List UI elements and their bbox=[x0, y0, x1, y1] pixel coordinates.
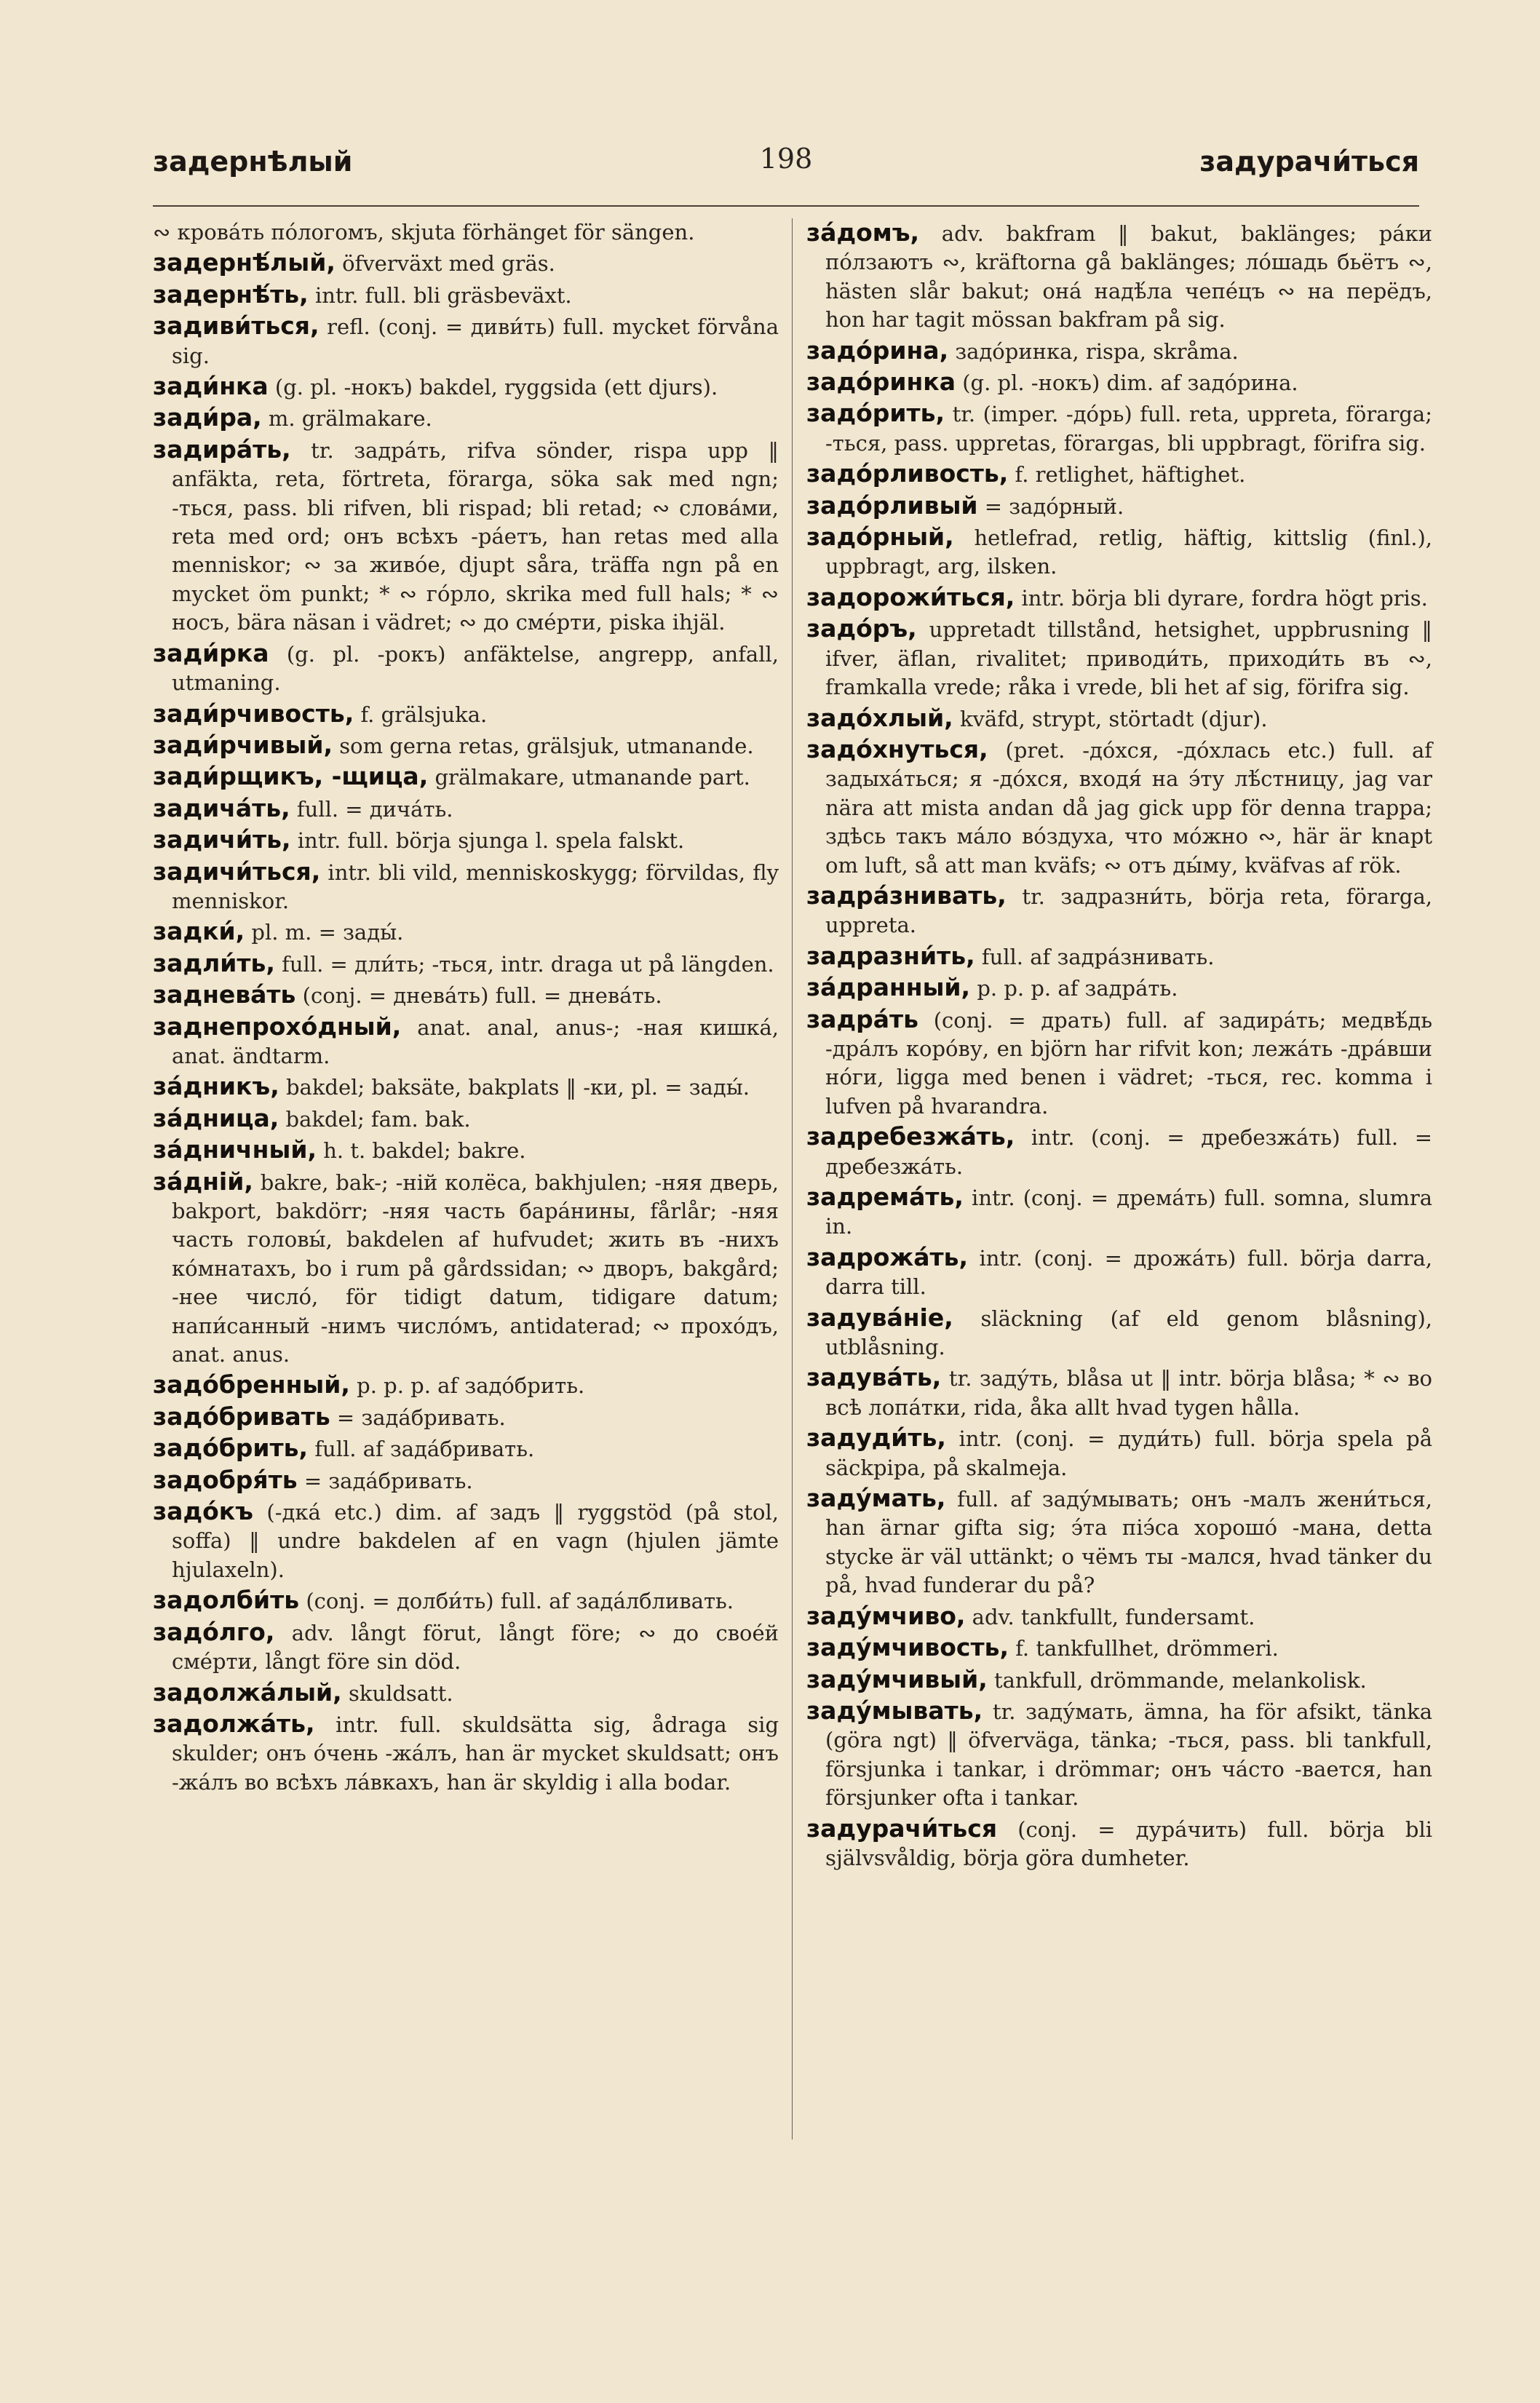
entry-definition: (conj. = драть) full. af задира́ть; медвѣ́дь -дра́лъ коро́ву, en björn har rifvit kon; лежа́ть -дра́вши но́ги, ligga med benen i vädret; -ться, rec. komma i lufven på hvarandra. bbox=[825, 1007, 1432, 1119]
entry-headword: задичи́ть, bbox=[153, 825, 291, 854]
entry-definition: intr. bli vild, menniskoskygg; förvildas, fly menniskor. bbox=[172, 859, 779, 913]
entry-definition: full. af зада́бривать. bbox=[314, 1437, 535, 1462]
entry-headword: задобря́ть bbox=[153, 1465, 298, 1494]
dictionary-entry bbox=[806, 583, 1432, 613]
dictionary-entry bbox=[153, 311, 779, 370]
dictionary-entry bbox=[153, 435, 779, 638]
entry-headword: задо́хнуться, bbox=[806, 734, 988, 763]
dictionary-entry bbox=[806, 1122, 1432, 1181]
entry-headword: задичи́ться, bbox=[153, 857, 321, 886]
dictionary-entry bbox=[806, 973, 1432, 1003]
entry-definition: (conj. = долби́ть) full. af зада́лбливать. bbox=[306, 1589, 734, 1614]
dictionary-entry bbox=[806, 1696, 1432, 1813]
right-column bbox=[806, 218, 1432, 1874]
entry-definition: anat. anal, anus-; -ная кишка́, anat. ändtarm. bbox=[172, 1014, 779, 1068]
dictionary-entry bbox=[153, 731, 779, 760]
dictionary-entry bbox=[153, 280, 779, 310]
entry-headword: задо́рливость, bbox=[806, 459, 1009, 488]
entry-definition: = зада́бривать. bbox=[336, 1405, 506, 1430]
dictionary-entry bbox=[153, 403, 779, 433]
dictionary-entry bbox=[153, 1497, 779, 1584]
entry-definition: intr. full. börja sjunga l. spela falskt. bbox=[297, 828, 685, 854]
entry-definition: tr. заду́мать, ämna, ha för afsikt, tänka (göra ngt) ‖ öfverväga, tänka; -ться, pass. bli tankfull, försjunka i tankar, i drömmar; онъ ча́сто -вается, han försjunker ofta i tankar. bbox=[825, 1699, 1433, 1811]
entry-definition: h. t. bakdel; bakre. bbox=[323, 1138, 526, 1164]
dictionary-entry bbox=[806, 459, 1432, 489]
dictionary-entry bbox=[806, 614, 1432, 702]
entry-headword: заднепрохо́дный, bbox=[153, 1012, 402, 1041]
entry-headword: задернѣ́лый, bbox=[153, 248, 336, 277]
entry-headword: задо́бренный, bbox=[153, 1370, 350, 1399]
entry-definition: adv. tankfullt, fundersamt. bbox=[972, 1604, 1255, 1629]
dictionary-entry bbox=[806, 1005, 1432, 1121]
dictionary-entry bbox=[153, 825, 779, 855]
dictionary-entry bbox=[806, 1243, 1432, 1302]
entry-definition: full. = дича́ть. bbox=[296, 796, 453, 822]
dictionary-entry bbox=[153, 762, 779, 792]
entry-definition: intr. (conj. = дребезжа́ть) full. = дребезжа́ть. bbox=[825, 1125, 1433, 1179]
dictionary-entry bbox=[806, 218, 1432, 335]
dictionary-entry bbox=[153, 1135, 779, 1165]
entry-definition: (conj. = дура́чить) full. börja bli självsvåldig, börja göra dumheter. bbox=[825, 1816, 1432, 1870]
entry-headword: заду́мать, bbox=[806, 1484, 946, 1513]
entry-headword: задернѣ́ть, bbox=[153, 279, 309, 309]
right-running-headword: задурачи́ться bbox=[1199, 146, 1419, 178]
dictionary-entry bbox=[806, 881, 1432, 940]
dictionary-entry bbox=[806, 336, 1432, 366]
entry-definition: adv. långt förut, långt före; ∾ до свое́й сме́рти, långt före sin död. bbox=[172, 1620, 779, 1675]
left-running-headword: задернѣлый bbox=[153, 146, 353, 178]
entry-definition: som gerna retas, grälsjuk, utmanande. bbox=[339, 733, 754, 758]
entry-definition: bakdel; baksäte, bakplats ‖ -ки, pl. = зады́. bbox=[285, 1075, 750, 1100]
dictionary-entry bbox=[153, 1072, 779, 1102]
entry-definition: = зада́бривать. bbox=[303, 1468, 473, 1493]
entry-headword: задува́ть, bbox=[806, 1363, 942, 1392]
entry-definition: uppretadt tillstånd, hetsighet, uppbrusning ‖ ifver, äflan, rivalitet; приводи́ть, приходи́ть въ ∾, framkalla vrede; råka i vrede, bli het af sig, förifra sig. bbox=[825, 617, 1433, 700]
entry-definition: (pret. -до́хся, -до́хлась etc.) full. af задыха́ться; я -до́хся, входя́ на э́ту лѣ́стницу, jag var nära att mista andan då jag gick upp för denna trappa; здѣсь такъ ма́ло во́здуха, что мо́жно ∾, här är knapt om luft, så att man kväfs; ∾ отъ ды́му, kväfvas af rök. bbox=[825, 737, 1432, 878]
entry-definition: m. grälmakare. bbox=[268, 406, 432, 432]
entry-definition: = задо́рный. bbox=[984, 493, 1124, 519]
dictionary-entry bbox=[153, 857, 779, 916]
entry-headword: задо́къ bbox=[153, 1497, 253, 1526]
dictionary-entry bbox=[806, 704, 1432, 734]
dictionary-entry bbox=[806, 368, 1432, 397]
dictionary-entry bbox=[153, 1104, 779, 1134]
dictionary-entry bbox=[806, 491, 1432, 521]
dictionary-entry bbox=[153, 1434, 779, 1463]
entry-headword: задли́ть, bbox=[153, 948, 275, 977]
dictionary-entry bbox=[806, 1665, 1432, 1695]
dictionary-entry bbox=[806, 735, 1432, 880]
dictionary-entry bbox=[153, 794, 779, 824]
entry-headword: задува́нiе, bbox=[806, 1303, 953, 1332]
entry-headword: задорожи́ться, bbox=[806, 582, 1015, 611]
entry-definition: full. = дли́ть; -ться, intr. draga ut på längden. bbox=[282, 951, 774, 977]
entry-headword: за́дничный, bbox=[153, 1135, 317, 1164]
header-rule bbox=[153, 205, 1419, 207]
entry-headword: зади́рщикъ, -щица, bbox=[153, 762, 429, 791]
dictionary-entry bbox=[153, 699, 779, 729]
entry-definition: intr. (conj. = дрема́ть) full. somna, slumra in. bbox=[825, 1185, 1433, 1239]
dictionary-entry bbox=[806, 942, 1432, 972]
entry-headword: заду́мчивый, bbox=[806, 1664, 988, 1693]
entry-headword: задо́хлый, bbox=[806, 703, 953, 732]
entry-headword: задолжа́лый, bbox=[153, 1677, 342, 1707]
entry-headword: зади́ра, bbox=[153, 403, 262, 432]
entry-headword: задо́рливый bbox=[806, 490, 978, 520]
entry-definition: intr. (conj. = дуди́ть) full. börja spela på säckpipa, på skalmeja. bbox=[825, 1426, 1432, 1480]
entry-definition: intr. (conj. = дрожа́ть) full. börja darra, darra till. bbox=[825, 1245, 1432, 1300]
entry-definition: (g. pl. -нокъ) bakdel, ryggsida (ett djurs). bbox=[274, 375, 718, 400]
entry-headword: зади́рка bbox=[153, 638, 269, 667]
entry-definition: intr. full. bli gräsbeväxt. bbox=[314, 282, 572, 308]
dictionary-entry bbox=[153, 1586, 779, 1616]
entry-headword: задки́, bbox=[153, 917, 245, 946]
dictionary-entry bbox=[806, 399, 1432, 458]
page-header bbox=[153, 138, 1419, 196]
dictionary-entry bbox=[806, 1423, 1432, 1482]
entry-definition: f. tankfullhet, drömmeri. bbox=[1015, 1636, 1279, 1661]
entry-headword: за́дранный, bbox=[806, 973, 971, 1002]
dictionary-entry bbox=[153, 639, 779, 698]
dictionary-entry bbox=[153, 980, 779, 1010]
entry-definition: bakre, bak-; -нiй колёса, bakhjulen; -няя дверь, bakport, bakdörr; -няя часть бара́нины, fårlår; -няя часть головы́, bakdelen af hufvudet; жить въ -нихъ ко́мнатахъ, bo i rum på gårdssidan; ∾ дворъ, bakgård; -нее число́, för tidigt datum, tidigare datum; напи́санный -нимъ число́мъ, antidaterad; ∾ прохо́дъ, anat. anus. bbox=[172, 1169, 779, 1367]
entry-headword: задо́лго, bbox=[153, 1617, 275, 1646]
entry-headword: заду́мчивость, bbox=[806, 1633, 1009, 1662]
dictionary-entry bbox=[806, 523, 1432, 581]
dictionary-entry bbox=[153, 1618, 779, 1677]
dictionary-entry bbox=[153, 1370, 779, 1400]
entry-headword: задо́брить, bbox=[153, 1434, 309, 1463]
column-divider bbox=[792, 218, 793, 2140]
entry-definition: (conj. = днева́ть) full. = днева́ть. bbox=[302, 983, 662, 1009]
entry-headword: заду́мывать, bbox=[806, 1696, 983, 1725]
entry-headword: задолби́ть bbox=[153, 1586, 300, 1615]
dictionary-entry bbox=[153, 1402, 779, 1432]
dictionary-entry bbox=[806, 1484, 1432, 1600]
entry-headword: за́дница, bbox=[153, 1103, 279, 1132]
entry-headword: задо́рина, bbox=[806, 335, 949, 365]
entry-headword: заднева́ть bbox=[153, 980, 296, 1009]
dictionary-entry bbox=[806, 1602, 1432, 1632]
dictionary-entry bbox=[153, 949, 779, 979]
entry-headword: задра́знивать, bbox=[806, 881, 1007, 910]
entry-headword: за́днiй, bbox=[153, 1167, 253, 1196]
entry-definition: full. af задра́знивать. bbox=[981, 944, 1215, 969]
entry-headword: зади́нка bbox=[153, 372, 269, 401]
entry-definition: refl. (conj. = диви́ть) full. mycket förvåna sig. bbox=[172, 314, 779, 368]
dictionary-entry bbox=[153, 248, 779, 278]
entry-headword: задрема́ть, bbox=[806, 1183, 964, 1211]
entry-definition: full. af заду́мывать; онъ -малъ жени́ться, han ärnar gifta sig; э́та пiэ́са хорошо́ -мана, detta stycke är väl uttänkt; о чёмъ ты -мался, hvad tänker du på, hvad funderar du på? bbox=[825, 1487, 1432, 1598]
entry-definition: intr. full. skuldsätta sig, ådraga sig skulder; онъ о́чень -жа́лъ, han är mycket skuldsatt; онъ -жа́лъ во всѣхъ ла́вкахъ, han är skyldig i alla bodar. bbox=[172, 1712, 779, 1795]
entry-headword: задрожа́ть, bbox=[806, 1242, 969, 1271]
entry-definition: tr. задра́ть, rifva sönder, rispa upp ‖ anfäkta, reta, förtreta, förarga, söka sak med ngn; -ться, pass. bli rifven, bli rispad; bli retad; ∾ слова́ми, reta med ord; онъ всѣхъ -ра́етъ, han retas med alla menniskor; ∾ за живо́е, djupt såra, träffa ngn på en mycket öm punkt; * ∾ го́рло, skrika med full hals; * ∾ носъ, bära näsan i vädret; ∾ до сме́рти, piska ihjäl. bbox=[172, 437, 779, 635]
entry-definition: grälmakare, utmanande part. bbox=[434, 765, 750, 790]
entry-definition: hetlefrad, retlig, häftig, kittslig (finl.), uppbragt, arg, ilsken. bbox=[825, 525, 1433, 579]
entry-definition: intr. börja bli dyrare, fordra högt pris. bbox=[1021, 585, 1428, 611]
entry-headword: зади́рчивый, bbox=[153, 730, 333, 759]
dictionary-entry bbox=[806, 1363, 1432, 1422]
entry-definition: задо́ринка, rispa, skråma. bbox=[955, 338, 1239, 364]
dictionary-entry bbox=[153, 1709, 779, 1797]
entry-definition: tr. заду́ть, blåsa ut ‖ intr. börja blåsa; * ∾ во всѣ лопа́тки, rida, åka allt hvad tygen hålla. bbox=[825, 1366, 1433, 1420]
entry-definition: p. p. p. af задо́брить. bbox=[357, 1373, 585, 1399]
page-number: 198 bbox=[759, 143, 813, 175]
entry-headword: задуди́ть, bbox=[806, 1423, 946, 1453]
dictionary-entry bbox=[153, 1012, 779, 1071]
entry-headword: задразни́ть, bbox=[806, 941, 975, 970]
entry-definition: bakdel; fam. bak. bbox=[285, 1106, 471, 1132]
entry-headword: задо́рный, bbox=[806, 523, 954, 552]
entry-headword: задолжа́ть, bbox=[153, 1709, 315, 1738]
entry-definition: (g. pl. -рокъ) anfäktelse, angrepp, anfall, utmaning. bbox=[172, 641, 779, 696]
dictionary-entry bbox=[153, 372, 779, 402]
entry-definition: ∾ крова́ть по́логомъ, skjuta förhänget för sängen. bbox=[153, 220, 695, 245]
entry-headword: задо́рить, bbox=[806, 399, 945, 428]
entry-definition: (-дка́ etc.) dim. af задъ ‖ ryggstöd (på stol, soffa) ‖ undre bakdelen af en vagn (hjulen jämte hjulaxeln). bbox=[172, 1500, 779, 1582]
entry-headword: задо́ринка bbox=[806, 368, 956, 397]
dictionary-entry bbox=[153, 1466, 779, 1496]
dictionary-entry bbox=[806, 1303, 1432, 1362]
left-column bbox=[153, 218, 779, 1798]
dictionary-entry bbox=[153, 218, 779, 247]
entry-definition: adv. bakfram ‖ bakut, baklänges; ра́ки по́лзаютъ ∾, kräftorna gå baklänges; ло́шадь бьётъ ∾, hästen slår bakut; она́ надѣ́ла чепе́цъ ∾ на перёдъ, hon har tagit mössan bakfram på sig. bbox=[825, 221, 1433, 333]
entry-definition: (g. pl. -нокъ) dim. af задо́рина. bbox=[962, 370, 1298, 396]
dictionary-entry bbox=[153, 917, 779, 947]
entry-definition: pl. m. = зады́. bbox=[251, 920, 404, 945]
entry-headword: задо́бривать bbox=[153, 1402, 330, 1431]
dictionary-entry bbox=[153, 1167, 779, 1370]
entry-definition: tankfull, drömmande, melankolisk. bbox=[993, 1667, 1367, 1693]
entry-headword: за́дникъ, bbox=[153, 1072, 279, 1101]
entry-headword: задира́ть, bbox=[153, 434, 291, 464]
dictionary-entry bbox=[806, 1633, 1432, 1663]
entry-definition: f. grälsjuka. bbox=[360, 702, 488, 727]
entry-headword: задра́ть bbox=[806, 1004, 918, 1033]
entry-definition: släckning (af eld genom blåsning), utblåsning. bbox=[825, 1306, 1433, 1360]
entry-headword: за́домъ, bbox=[806, 218, 920, 247]
entry-headword: задиви́ться, bbox=[153, 311, 319, 341]
entry-headword: задурачи́ться bbox=[806, 1814, 998, 1843]
entry-definition: skuldsatt. bbox=[348, 1680, 453, 1706]
entry-definition: f. retlighet, häftighet. bbox=[1015, 462, 1246, 488]
dictionary-entry bbox=[806, 1814, 1432, 1873]
entry-definition: tr. (imper. -до́рь) full. reta, uppreta, förarga; -ться, pass. uppretas, förargas, bli uppbragt, förifra sig. bbox=[825, 402, 1432, 456]
entry-headword: заду́мчиво, bbox=[806, 1601, 966, 1630]
dictionary-entry bbox=[153, 1678, 779, 1708]
entry-headword: зади́рчивость, bbox=[153, 699, 354, 728]
entry-definition: tr. задразни́ть, börja reta, förarga, uppreta. bbox=[825, 883, 1432, 938]
entry-definition: kväfd, strypt, störtadt (djur). bbox=[959, 706, 1268, 731]
entry-definition: p. p. p. af задра́ть. bbox=[977, 976, 1178, 1001]
entry-headword: задича́ть, bbox=[153, 793, 290, 822]
entry-headword: задребезжа́ть, bbox=[806, 1122, 1015, 1151]
entry-definition: öfverväxt med gräs. bbox=[342, 251, 555, 277]
entry-headword: задо́ръ, bbox=[806, 614, 917, 643]
dictionary-entry bbox=[806, 1183, 1432, 1242]
